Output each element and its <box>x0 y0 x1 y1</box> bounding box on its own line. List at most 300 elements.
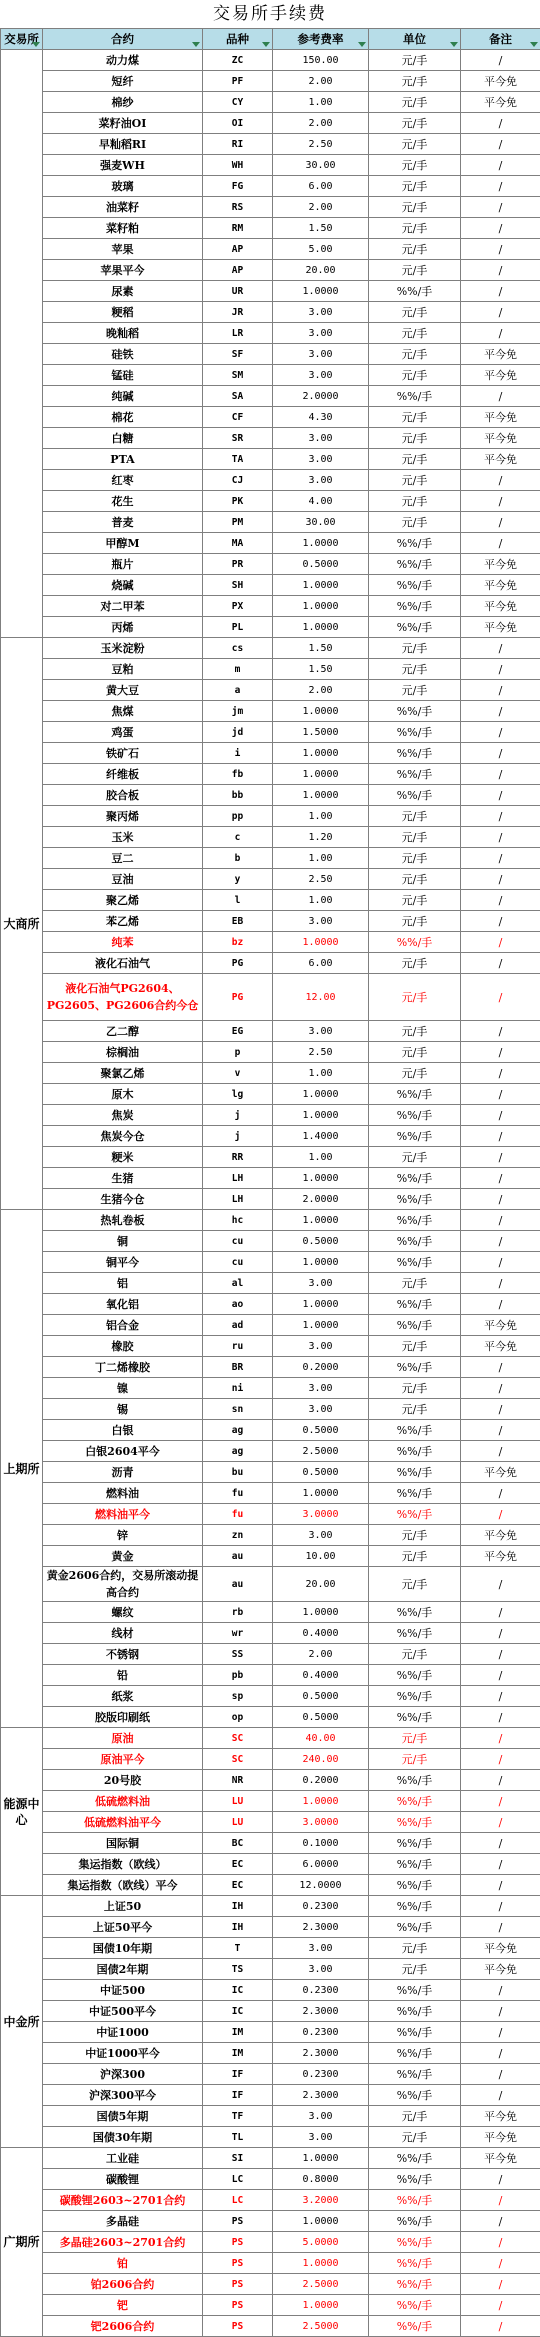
note-cell: 平今免 <box>461 365 540 386</box>
rate-cell: 3.00 <box>273 2127 369 2148</box>
contract-name-cell: 铜 <box>43 1231 203 1252</box>
unit-cell: 元/手 <box>369 974 461 1021</box>
code-cell: sp <box>203 1686 273 1707</box>
note-cell: / <box>461 1854 540 1875</box>
unit-cell: 元/手 <box>369 1063 461 1084</box>
rate-cell: 0.5000 <box>273 1231 369 1252</box>
header-rate[interactable]: 参考费率 <box>273 29 369 50</box>
unit-cell: %%/手 <box>369 1483 461 1504</box>
unit-cell: %%/手 <box>369 1168 461 1189</box>
contract-name-cell: 不锈钢 <box>43 1644 203 1665</box>
code-cell: SM <box>203 365 273 386</box>
note-cell: 平今免 <box>461 1959 540 1980</box>
rate-cell: 3.00 <box>273 911 369 932</box>
note-cell: / <box>461 1210 540 1231</box>
contract-name-cell: 豆二 <box>43 848 203 869</box>
unit-cell: %%/手 <box>369 1623 461 1644</box>
table-row <box>1 1644 540 1665</box>
unit-cell: %%/手 <box>369 1854 461 1875</box>
rate-cell: 40.00 <box>273 1728 369 1749</box>
note-cell: / <box>461 2169 540 2190</box>
code-cell: EB <box>203 911 273 932</box>
contract-name-cell: 原油平今 <box>43 1749 203 1770</box>
unit-cell: 元/手 <box>369 491 461 512</box>
header-unit[interactable]: 单位 <box>369 29 461 50</box>
code-cell: SR <box>203 428 273 449</box>
code-cell: c <box>203 827 273 848</box>
note-cell: / <box>461 2064 540 2085</box>
rate-cell: 2.50 <box>273 869 369 890</box>
rate-cell: 2.5000 <box>273 1441 369 1462</box>
table-row <box>1 1420 540 1441</box>
table-row <box>1 71 540 92</box>
rate-cell: 2.0000 <box>273 1189 369 1210</box>
table-row <box>1 1084 540 1105</box>
contract-name-cell: 胶版印刷纸 <box>43 1707 203 1728</box>
rate-cell: 0.2300 <box>273 2064 369 2085</box>
rate-cell: 2.00 <box>273 1644 369 1665</box>
unit-cell: %%/手 <box>369 785 461 806</box>
unit-cell: %%/手 <box>369 1294 461 1315</box>
rate-cell: 0.5000 <box>273 1707 369 1728</box>
note-cell: / <box>461 764 540 785</box>
table-row <box>1 1602 540 1623</box>
code-cell: LR <box>203 323 273 344</box>
contract-name-cell: 20号胶 <box>43 1770 203 1791</box>
code-cell: cu <box>203 1252 273 1273</box>
note-cell: 平今免 <box>461 1525 540 1546</box>
note-cell: / <box>461 680 540 701</box>
rate-cell: 1.00 <box>273 890 369 911</box>
code-cell: UR <box>203 281 273 302</box>
note-cell: 平今免 <box>461 575 540 596</box>
code-cell: BR <box>203 1357 273 1378</box>
code-cell: IH <box>203 1917 273 1938</box>
note-cell: / <box>461 323 540 344</box>
note-cell: / <box>461 197 540 218</box>
unit-cell: 元/手 <box>369 1567 461 1602</box>
code-cell: bu <box>203 1462 273 1483</box>
contract-name-cell: 集运指数（欧线）平今 <box>43 1875 203 1896</box>
rate-cell: 2.5000 <box>273 2274 369 2295</box>
code-cell: SC <box>203 1749 273 1770</box>
code-cell: PG <box>203 953 273 974</box>
code-cell: PS <box>203 2316 273 2337</box>
rate-cell: 1.20 <box>273 827 369 848</box>
unit-cell: %%/手 <box>369 1770 461 1791</box>
code-cell: PM <box>203 512 273 533</box>
contract-name-cell: 粳米 <box>43 1147 203 1168</box>
rate-cell: 1.0000 <box>273 2148 369 2169</box>
code-cell: al <box>203 1273 273 1294</box>
note-cell: / <box>461 806 540 827</box>
unit-cell: %%/手 <box>369 1462 461 1483</box>
rate-cell: 1.00 <box>273 848 369 869</box>
unit-cell: %%/手 <box>369 1084 461 1105</box>
note-cell: / <box>461 869 540 890</box>
note-cell: / <box>461 974 540 1021</box>
unit-cell: %%/手 <box>369 2022 461 2043</box>
table-row <box>1 1875 540 1896</box>
contract-name-cell: 纸浆 <box>43 1686 203 1707</box>
unit-cell: 元/手 <box>369 1749 461 1770</box>
note-cell: / <box>461 470 540 491</box>
table-row <box>1 2274 540 2295</box>
table-row <box>1 2232 540 2253</box>
rate-cell: 1.0000 <box>273 1105 369 1126</box>
unit-cell: 元/手 <box>369 407 461 428</box>
contract-name-cell: 菜籽油OI <box>43 113 203 134</box>
rate-cell: 1.0000 <box>273 1252 369 1273</box>
table-row <box>1 344 540 365</box>
note-cell: / <box>461 1567 540 1602</box>
unit-cell: %%/手 <box>369 2295 461 2316</box>
code-cell: TF <box>203 2106 273 2127</box>
header-note[interactable]: 备注 <box>461 29 540 50</box>
contract-name-cell: 尿素 <box>43 281 203 302</box>
rate-cell: 1.0000 <box>273 743 369 764</box>
unit-cell: %%/手 <box>369 1231 461 1252</box>
table-header-row <box>1 29 540 50</box>
contract-name-cell: 玻璃 <box>43 176 203 197</box>
contract-name-cell: 强麦WH <box>43 155 203 176</box>
unit-cell: %%/手 <box>369 2316 461 2337</box>
filter-dropdown-icon[interactable] <box>192 42 200 47</box>
table-row <box>1 1189 540 1210</box>
contract-name-cell: 动力煤 <box>43 50 203 71</box>
unit-cell: %%/手 <box>369 1210 461 1231</box>
table-row <box>1 764 540 785</box>
rate-cell: 1.0000 <box>273 2211 369 2232</box>
note-cell: / <box>461 1420 540 1441</box>
rate-cell: 3.00 <box>273 365 369 386</box>
table-row <box>1 302 540 323</box>
table-row <box>1 680 540 701</box>
unit-cell: %%/手 <box>369 1602 461 1623</box>
note-cell: / <box>461 1749 540 1770</box>
unit-cell: 元/手 <box>369 344 461 365</box>
unit-cell: %%/手 <box>369 743 461 764</box>
table-row <box>1 1623 540 1644</box>
table-row <box>1 134 540 155</box>
code-cell: PS <box>203 2253 273 2274</box>
rate-cell: 3.00 <box>273 323 369 344</box>
contract-name-cell: 聚乙烯 <box>43 890 203 911</box>
unit-cell: 元/手 <box>369 71 461 92</box>
note-cell: / <box>461 1812 540 1833</box>
unit-cell: %%/手 <box>369 533 461 554</box>
note-cell: / <box>461 218 540 239</box>
unit-cell: 元/手 <box>369 890 461 911</box>
rate-cell: 0.5000 <box>273 1420 369 1441</box>
note-cell: / <box>461 1126 540 1147</box>
fee-table <box>0 28 540 2337</box>
unit-cell: 元/手 <box>369 365 461 386</box>
table-row <box>1 1357 540 1378</box>
table-row <box>1 974 540 1021</box>
table-row <box>1 386 540 407</box>
note-cell: 平今免 <box>461 617 540 638</box>
exchange-cell: 大商所 <box>1 638 43 1210</box>
code-cell: jd <box>203 722 273 743</box>
rate-cell: 1.0000 <box>273 1602 369 1623</box>
rate-cell: 1.5000 <box>273 722 369 743</box>
table-row <box>1 1441 540 1462</box>
unit-cell: 元/手 <box>369 512 461 533</box>
rate-cell: 2.5000 <box>273 2316 369 2337</box>
unit-cell: %%/手 <box>369 1105 461 1126</box>
code-cell: bb <box>203 785 273 806</box>
note-cell: / <box>461 2295 540 2316</box>
contract-name-cell: 丁二烯橡胶 <box>43 1357 203 1378</box>
contract-name-cell: 生猪今仓 <box>43 1189 203 1210</box>
code-cell: m <box>203 659 273 680</box>
contract-name-cell: 纯苯 <box>43 932 203 953</box>
contract-name-cell: 黄大豆 <box>43 680 203 701</box>
code-cell: RM <box>203 218 273 239</box>
rate-cell: 3.00 <box>273 1525 369 1546</box>
header-exchange[interactable]: 交易所 <box>1 29 43 50</box>
table-row <box>1 1791 540 1812</box>
unit-cell: %%/手 <box>369 1420 461 1441</box>
code-cell: PL <box>203 617 273 638</box>
table-row <box>1 2253 540 2274</box>
note-cell: / <box>461 701 540 722</box>
note-cell: / <box>461 1063 540 1084</box>
rate-cell: 3.00 <box>273 1273 369 1294</box>
note-cell: / <box>461 743 540 764</box>
code-cell: IM <box>203 2043 273 2064</box>
table-row <box>1 1483 540 1504</box>
table-row <box>1 1812 540 1833</box>
code-cell: hc <box>203 1210 273 1231</box>
note-cell: / <box>461 1980 540 2001</box>
note-cell: / <box>461 932 540 953</box>
contract-name-cell: 铂 <box>43 2253 203 2274</box>
table-row <box>1 575 540 596</box>
code-cell: bz <box>203 932 273 953</box>
table-row <box>1 1525 540 1546</box>
code-cell: JR <box>203 302 273 323</box>
contract-name-cell: 铅 <box>43 1665 203 1686</box>
rate-cell: 10.00 <box>273 1546 369 1567</box>
note-cell: / <box>461 1252 540 1273</box>
unit-cell: 元/手 <box>369 638 461 659</box>
rate-cell: 3.00 <box>273 1336 369 1357</box>
table-row <box>1 1665 540 1686</box>
header-contract[interactable]: 合约 <box>43 29 203 50</box>
rate-cell: 1.0000 <box>273 1294 369 1315</box>
table-row <box>1 533 540 554</box>
unit-cell: 元/手 <box>369 911 461 932</box>
table-row <box>1 155 540 176</box>
contract-name-cell: 焦炭今仓 <box>43 1126 203 1147</box>
note-cell: / <box>461 1168 540 1189</box>
note-cell: 平今免 <box>461 428 540 449</box>
contract-name-cell: 沪深300平今 <box>43 2085 203 2106</box>
filter-dropdown-icon[interactable] <box>530 42 538 47</box>
table-row <box>1 2169 540 2190</box>
unit-cell: %%/手 <box>369 701 461 722</box>
contract-name-cell: 国债2年期 <box>43 1959 203 1980</box>
unit-cell: %%/手 <box>369 2169 461 2190</box>
note-cell: / <box>461 1294 540 1315</box>
code-cell: CF <box>203 407 273 428</box>
table-row <box>1 176 540 197</box>
contract-name-cell: 液化石油气 <box>43 953 203 974</box>
rate-cell: 3.00 <box>273 1959 369 1980</box>
table-row <box>1 113 540 134</box>
note-cell: / <box>461 1357 540 1378</box>
contract-name-cell: 沥青 <box>43 1462 203 1483</box>
rate-cell: 2.00 <box>273 71 369 92</box>
unit-cell: %%/手 <box>369 1252 461 1273</box>
filter-dropdown-icon[interactable] <box>450 42 458 47</box>
table-row <box>1 596 540 617</box>
contract-name-cell: 工业硅 <box>43 2148 203 2169</box>
rate-cell: 2.50 <box>273 134 369 155</box>
unit-cell: 元/手 <box>369 869 461 890</box>
rate-cell: 3.00 <box>273 428 369 449</box>
table-row <box>1 470 540 491</box>
note-cell: / <box>461 1399 540 1420</box>
note-cell: / <box>461 1686 540 1707</box>
unit-cell: 元/手 <box>369 176 461 197</box>
contract-name-cell: 白银2604平今 <box>43 1441 203 1462</box>
note-cell: / <box>461 2043 540 2064</box>
rate-cell: 2.3000 <box>273 1917 369 1938</box>
code-cell: SF <box>203 344 273 365</box>
note-cell: / <box>461 1483 540 1504</box>
table-row <box>1 1462 540 1483</box>
note-cell: / <box>461 491 540 512</box>
code-cell: CJ <box>203 470 273 491</box>
table-row <box>1 1854 540 1875</box>
rate-cell: 1.0000 <box>273 596 369 617</box>
code-cell: RR <box>203 1147 273 1168</box>
filter-dropdown-icon[interactable] <box>358 42 366 47</box>
rate-cell: 0.4000 <box>273 1665 369 1686</box>
header-code[interactable]: 品种 <box>203 29 273 50</box>
unit-cell: %%/手 <box>369 722 461 743</box>
contract-name-cell: 多晶硅 <box>43 2211 203 2232</box>
contract-name-cell: 早籼稻RI <box>43 134 203 155</box>
contract-name-cell: 燃料油平今 <box>43 1504 203 1525</box>
code-cell: i <box>203 743 273 764</box>
unit-cell: %%/手 <box>369 617 461 638</box>
table-row <box>1 1917 540 1938</box>
contract-name-cell: 豆粕 <box>43 659 203 680</box>
code-cell: IM <box>203 2022 273 2043</box>
unit-cell: 元/手 <box>369 1525 461 1546</box>
filter-dropdown-icon[interactable] <box>32 42 40 47</box>
table-row <box>1 827 540 848</box>
code-cell: j <box>203 1105 273 1126</box>
table-row <box>1 848 540 869</box>
rate-cell: 4.00 <box>273 491 369 512</box>
code-cell: PS <box>203 2232 273 2253</box>
note-cell: / <box>461 2274 540 2295</box>
contract-name-cell: 钯2606合约 <box>43 2316 203 2337</box>
rate-cell: 0.2300 <box>273 1896 369 1917</box>
code-cell: y <box>203 869 273 890</box>
note-cell: / <box>461 890 540 911</box>
note-cell: / <box>461 1441 540 1462</box>
rate-cell: 1.0000 <box>273 1084 369 1105</box>
filter-dropdown-icon[interactable] <box>262 42 270 47</box>
contract-name-cell: 聚丙烯 <box>43 806 203 827</box>
code-cell: a <box>203 680 273 701</box>
code-cell: PS <box>203 2274 273 2295</box>
code-cell: sn <box>203 1399 273 1420</box>
unit-cell: 元/手 <box>369 197 461 218</box>
unit-cell: %%/手 <box>369 281 461 302</box>
note-cell: 平今免 <box>461 554 540 575</box>
rate-cell: 0.2300 <box>273 2022 369 2043</box>
note-cell: / <box>461 2190 540 2211</box>
rate-cell: 0.5000 <box>273 554 369 575</box>
note-cell: / <box>461 281 540 302</box>
code-cell: EC <box>203 1854 273 1875</box>
rate-cell: 6.00 <box>273 176 369 197</box>
exchange-cell: 广期所 <box>1 2148 43 2337</box>
rate-cell: 1.0000 <box>273 533 369 554</box>
table-row <box>1 2190 540 2211</box>
table-row <box>1 1378 540 1399</box>
table-row <box>1 1231 540 1252</box>
unit-cell: 元/手 <box>369 302 461 323</box>
code-cell: PF <box>203 71 273 92</box>
unit-cell: %%/手 <box>369 1357 461 1378</box>
contract-name-cell: 锰硅 <box>43 365 203 386</box>
note-cell: 平今免 <box>461 1315 540 1336</box>
unit-cell: %%/手 <box>369 1812 461 1833</box>
contract-name-cell: 普麦 <box>43 512 203 533</box>
code-cell: RS <box>203 197 273 218</box>
table-row <box>1 2127 540 2148</box>
note-cell: 平今免 <box>461 407 540 428</box>
rate-cell: 2.3000 <box>273 2001 369 2022</box>
code-cell: ag <box>203 1441 273 1462</box>
rate-cell: 3.0000 <box>273 1504 369 1525</box>
note-cell: / <box>461 827 540 848</box>
code-cell: PR <box>203 554 273 575</box>
table-row <box>1 1896 540 1917</box>
code-cell: pp <box>203 806 273 827</box>
table-row <box>1 2316 540 2337</box>
note-cell: / <box>461 1833 540 1854</box>
note-cell: 平今免 <box>461 1546 540 1567</box>
table-row <box>1 1686 540 1707</box>
table-row <box>1 1126 540 1147</box>
contract-name-cell: 菜籽粕 <box>43 218 203 239</box>
note-cell: / <box>461 302 540 323</box>
table-row <box>1 890 540 911</box>
contract-name-cell: 玉米 <box>43 827 203 848</box>
contract-name-cell: 生猪 <box>43 1168 203 1189</box>
unit-cell: %%/手 <box>369 554 461 575</box>
note-cell: / <box>461 2253 540 2274</box>
rate-cell: 1.00 <box>273 92 369 113</box>
unit-cell: 元/手 <box>369 1938 461 1959</box>
rate-cell: 240.00 <box>273 1749 369 1770</box>
rate-cell: 2.50 <box>273 1042 369 1063</box>
code-cell: SH <box>203 575 273 596</box>
note-cell: / <box>461 260 540 281</box>
unit-cell: 元/手 <box>369 113 461 134</box>
rate-cell: 1.0000 <box>273 764 369 785</box>
rate-cell: 4.30 <box>273 407 369 428</box>
